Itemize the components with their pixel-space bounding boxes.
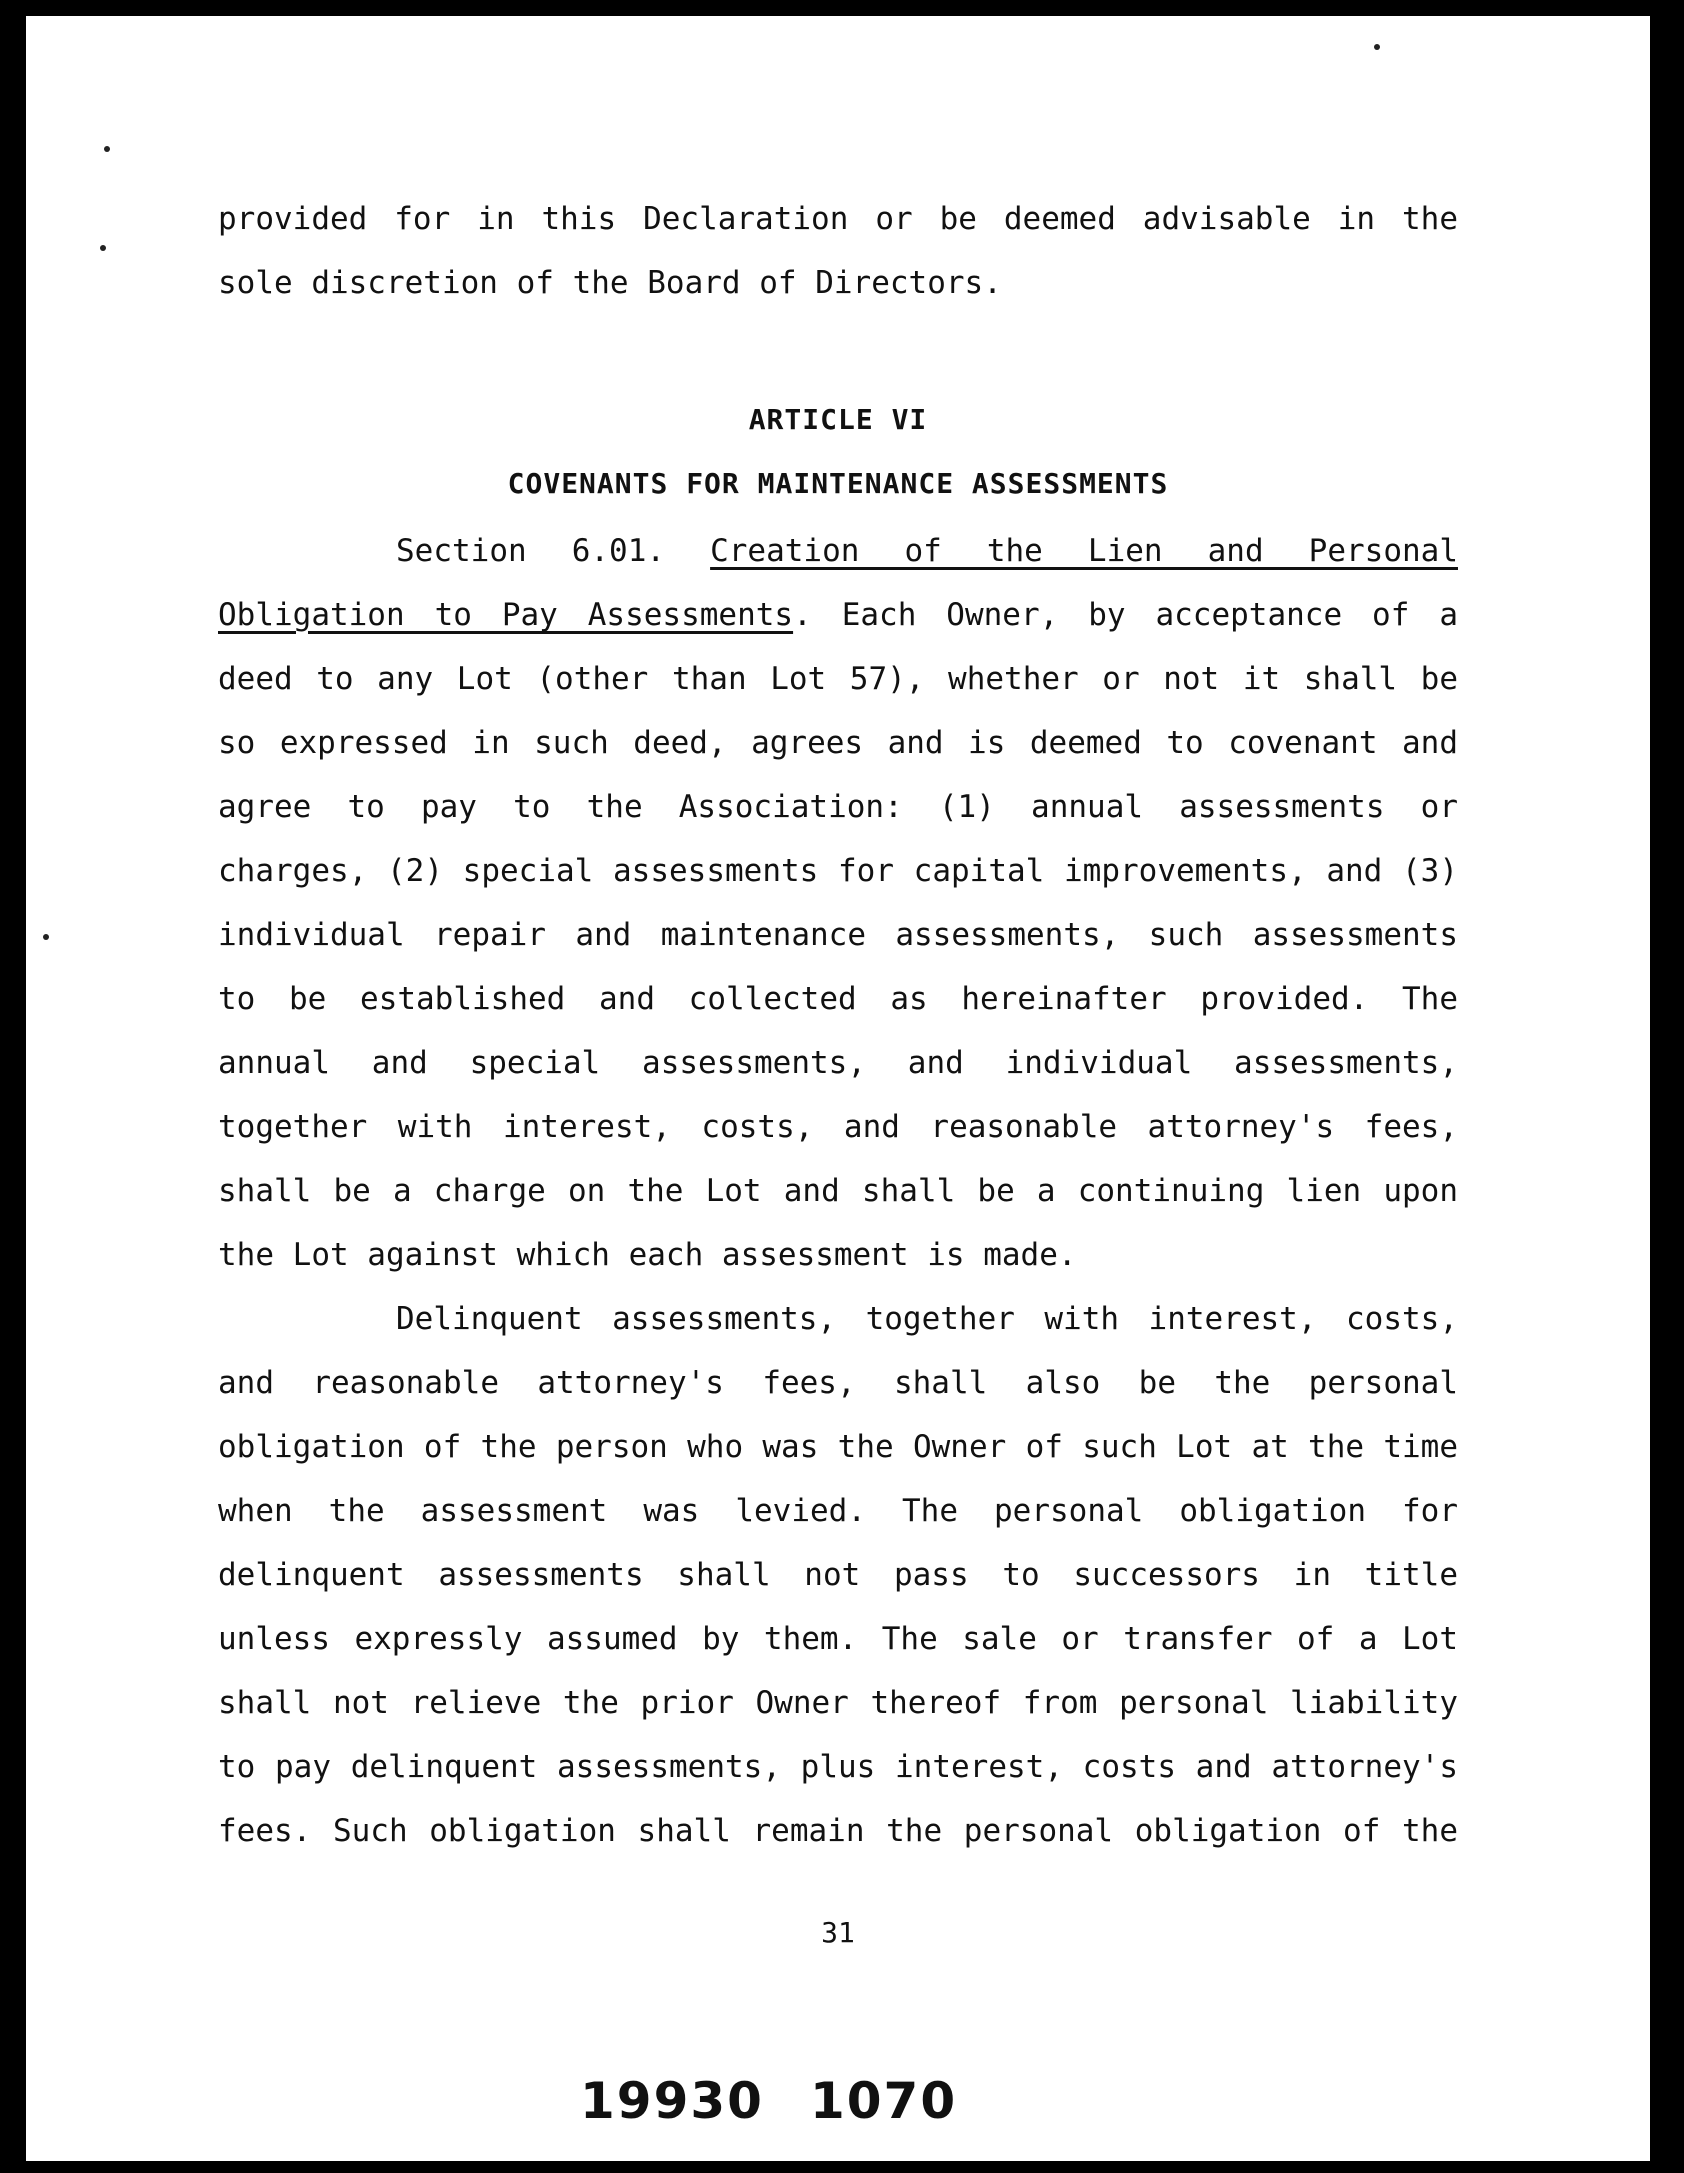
body-line: fees. Such obligation shall remain the personal obligation of the bbox=[218, 1813, 1458, 1849]
body-line: so expressed in such deed, agrees and is deemed to covenant and bbox=[218, 725, 1458, 761]
page-number: 31 bbox=[821, 1916, 855, 1949]
body-line: agree to pay to the Association: (1) annual assessments or bbox=[218, 789, 1458, 825]
article-number: ARTICLE VI bbox=[748, 403, 928, 436]
stamp-book-number: 19930 bbox=[580, 2072, 764, 2130]
scan-speck bbox=[43, 934, 49, 940]
body-line: provided for in this Declaration or be deemed advisable in the bbox=[218, 201, 1458, 237]
scan-speck bbox=[104, 146, 110, 152]
body-line: the Lot against which each assessment is made. bbox=[218, 1237, 1077, 1273]
body-line: and reasonable attorney's fees, shall also be the personal bbox=[218, 1365, 1458, 1401]
body-line: sole discretion of the Board of Directors. bbox=[218, 265, 1002, 301]
section-number: Section 6.01. bbox=[396, 533, 666, 569]
body-line: Delinquent assessments, together with interest, costs, bbox=[396, 1301, 1458, 1337]
scan-speck bbox=[1374, 44, 1380, 50]
section-heading-line bbox=[218, 528, 1458, 574]
section-title: Obligation to Pay Assessments bbox=[218, 597, 794, 633]
body-line: charges, (2) special assessments for capital improvements, and (3) bbox=[218, 853, 1458, 889]
body-line: deed to any Lot (other than Lot 57), whether or not it shall be bbox=[218, 661, 1458, 697]
body-line: individual repair and maintenance assessments, such assessments bbox=[218, 917, 1458, 953]
body-line: shall not relieve the prior Owner thereof from personal liability bbox=[218, 1685, 1458, 1721]
article-title: COVENANTS FOR MAINTENANCE ASSESSMENTS bbox=[507, 467, 1169, 500]
record-stamp bbox=[580, 2072, 957, 2130]
body-line: to be established and collected as hereinafter provided. The bbox=[218, 981, 1458, 1017]
body-line: annual and special assessments, and individual assessments, bbox=[218, 1045, 1458, 1081]
body-line: unless expressly assumed by them. The sale or transfer of a Lot bbox=[218, 1621, 1458, 1657]
body-line: to pay delinquent assessments, plus interest, costs and attorney's bbox=[218, 1749, 1458, 1785]
body-line: Obligation to Pay Assessments. Each Owner, by acceptance of a bbox=[218, 597, 1458, 633]
body-line: shall be a charge on the Lot and shall be a continuing lien upon bbox=[218, 1173, 1458, 1209]
body-line: together with interest, costs, and reasonable attorney's fees, bbox=[218, 1109, 1458, 1145]
body-line: when the assessment was levied. The personal obligation for bbox=[218, 1493, 1458, 1529]
stamp-page-number: 1070 bbox=[809, 2072, 958, 2130]
body-line: obligation of the person who was the Owner of such Lot at the time bbox=[218, 1429, 1458, 1465]
scan-speck bbox=[100, 245, 106, 251]
section-title: Creation of the Lien and Personal bbox=[710, 533, 1458, 569]
body-line: delinquent assessments shall not pass to successors in title bbox=[218, 1557, 1458, 1593]
